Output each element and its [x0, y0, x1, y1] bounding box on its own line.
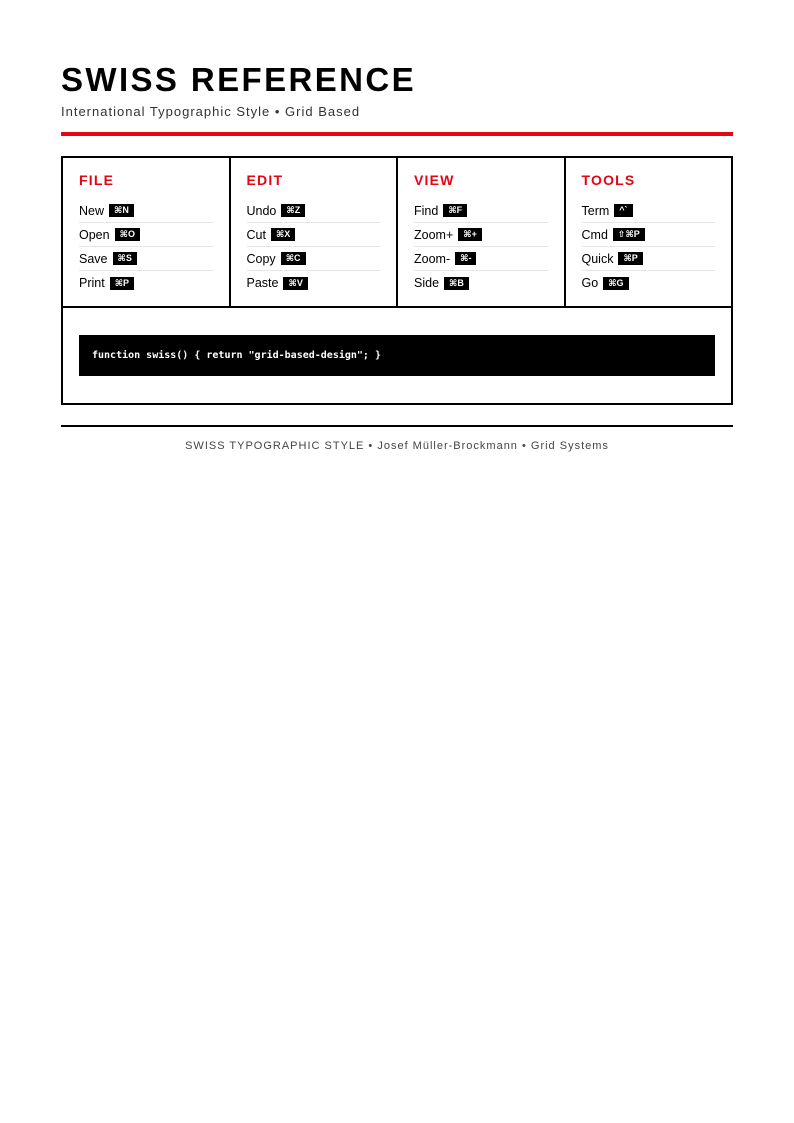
- column-heading: TOOLS: [581, 172, 636, 188]
- shortcut-item: [79, 199, 213, 223]
- shortcut-label: Zoom-: [414, 251, 451, 266]
- shortcut-item: [79, 223, 213, 247]
- column-view: [398, 158, 566, 306]
- footer-text: SWISS TYPOGRAPHIC STYLE • Josef Müller-Brockmann • Grid Systems: [185, 440, 609, 452]
- shortcut-label: Print: [79, 276, 105, 290]
- shortcut-label: Cut: [246, 227, 266, 242]
- column-heading: FILE: [79, 172, 115, 188]
- shortcut-label: Paste: [246, 276, 279, 290]
- shortcut-grid: [63, 158, 731, 308]
- column-heading: EDIT: [246, 172, 284, 188]
- shortcut-label: Undo: [246, 203, 277, 218]
- shortcut-item: [414, 199, 548, 223]
- shortcut-label: Go: [581, 276, 599, 290]
- shortcut-label: Open: [79, 227, 110, 242]
- shortcut-label: Copy: [246, 251, 276, 266]
- shortcut-item: [414, 271, 548, 295]
- shortcut-item: [414, 247, 548, 271]
- shortcut-item: [582, 271, 716, 295]
- shortcut-item: [582, 199, 716, 223]
- shortcut-key: ⌘G: [603, 277, 628, 290]
- shortcut-item: [79, 247, 213, 271]
- shortcut-label: Cmd: [581, 227, 608, 242]
- shortcut-item: [247, 271, 381, 295]
- reference-card: [61, 156, 733, 405]
- shortcut-label: Find: [414, 203, 439, 218]
- shortcut-key: ⌘X: [271, 228, 295, 241]
- shortcut-key: ⌘-: [455, 252, 476, 265]
- shortcut-key: ⌘B: [444, 277, 469, 290]
- shortcut-key: ⌘N: [109, 204, 134, 217]
- page: [61, 60, 733, 453]
- footer-rule: [61, 425, 733, 427]
- shortcut-label: New: [79, 203, 105, 218]
- shortcut-key: ⌘+: [458, 228, 482, 241]
- shortcut-key: ⌘Z: [281, 204, 305, 217]
- shortcut-item: [582, 223, 716, 247]
- shortcut-key: ⌘P: [110, 277, 134, 290]
- shortcut-key: ⌘F: [443, 204, 467, 217]
- page-title: SWISS REFERENCE: [61, 61, 417, 98]
- column-file: [63, 158, 231, 306]
- accent-rule: [61, 132, 733, 136]
- shortcut-item: [414, 223, 548, 247]
- shortcut-key: ⌘O: [115, 228, 140, 241]
- shortcut-key: ^`: [614, 204, 632, 217]
- column-edit: [231, 158, 399, 306]
- shortcut-item: [79, 271, 213, 295]
- column-tools: [566, 158, 732, 306]
- shortcut-label: Term: [581, 203, 610, 218]
- shortcut-key: ⌘V: [283, 277, 307, 290]
- code-section: [63, 308, 731, 403]
- column-heading: VIEW: [414, 172, 455, 188]
- shortcut-item: [247, 199, 381, 223]
- page-subtitle: International Typographic Style • Grid Based: [61, 104, 361, 119]
- shortcut-key: ⌘P: [618, 252, 642, 265]
- shortcut-key: ⇧⌘P: [613, 228, 645, 241]
- shortcut-label: Save: [79, 251, 108, 266]
- shortcut-label: Zoom+: [414, 227, 454, 242]
- shortcut-label: Side: [414, 276, 440, 290]
- shortcut-item: [582, 247, 716, 271]
- shortcut-item: [247, 223, 381, 247]
- code-block: function swiss() { return "grid-based-design"; }: [79, 335, 715, 376]
- shortcut-key: ⌘S: [113, 252, 137, 265]
- shortcut-label: Quick: [581, 251, 614, 266]
- shortcut-item: [247, 247, 381, 271]
- shortcut-key: ⌘C: [281, 252, 306, 265]
